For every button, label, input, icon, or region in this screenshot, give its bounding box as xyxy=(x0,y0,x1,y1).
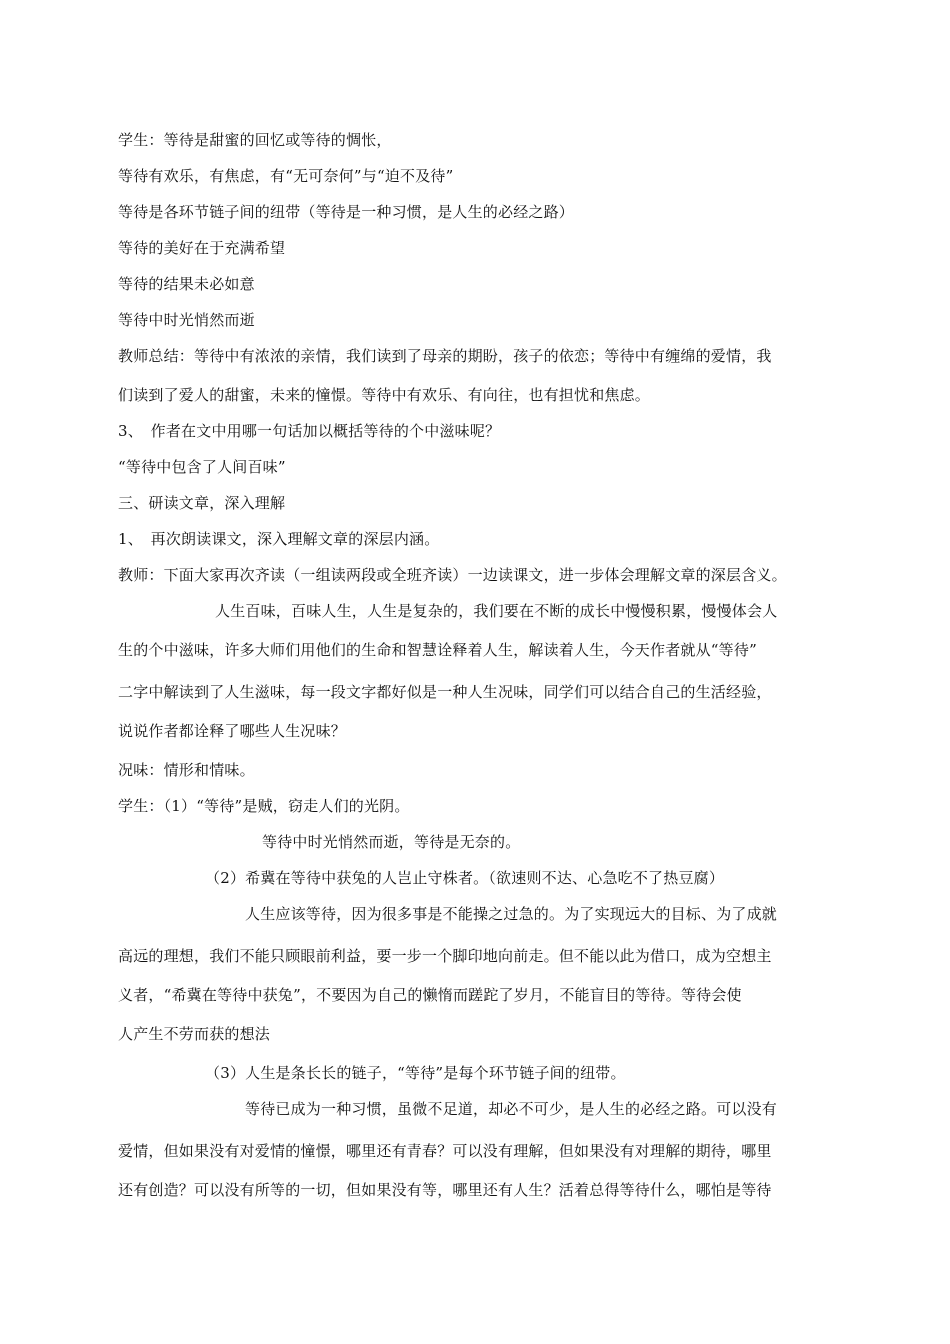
list-item: （3）人生是条长长的链子，“等待”是每个环节链子间的纽带。 xyxy=(205,1064,626,1082)
paragraph-line: 教师总结：等待中有浓浓的亲情，我们读到了母亲的期盼，孩子的依恋；等待中有缠绵的爱情，我 xyxy=(118,347,772,365)
list-item: （2）希冀在等待中获兔的人岂止守株者。（欲速则不达、心急吃不了热豆腐） xyxy=(205,869,725,887)
paragraph-line: 人产生不劳而获的想法 xyxy=(118,1025,271,1043)
paragraph-line: 等待有欢乐，有焦虑，有“无可奈何”与“迫不及待” xyxy=(118,167,454,185)
paragraph-line: 等待的结果未必如意 xyxy=(118,275,255,293)
paragraph-line: “等待中包含了人间百味” xyxy=(118,458,286,476)
paragraph-line: 学生：等待是甜蜜的回忆或等待的惆怅， xyxy=(118,131,392,149)
paragraph-line: 等待是各环节链子间的纽带（等待是一种习惯，是人生的必经之路） xyxy=(118,203,575,221)
paragraph-line: 等待已成为一种习惯，虽微不足道，却必不可少，是人生的必经之路。可以没有 xyxy=(245,1100,778,1118)
paragraph-line: 学生：（1）“等待”是贼，窃走人们的光阴。 xyxy=(118,797,410,815)
paragraph-line: 等待中时光悄然而逝，等待是无奈的。 xyxy=(262,833,521,851)
paragraph-line: 人生百味，百味人生，人生是复杂的，我们要在不断的成长中慢慢积累，慢慢体会人 xyxy=(215,602,778,620)
paragraph-line: 人生应该等待，因为很多事是不能操之过急的。为了实现远大的目标、为了成就 xyxy=(245,905,778,923)
list-item: 3、 作者在文中用哪一句话加以概括等待的个中滋味呢？ xyxy=(118,422,501,440)
paragraph-line: 等待中时光悄然而逝 xyxy=(118,311,255,329)
section-heading: 三、研读文章，深入理解 xyxy=(118,494,286,512)
list-item: 1、 再次朗读课文，深入理解文章的深层内涵。 xyxy=(118,530,440,548)
paragraph-line: 况味：情形和情味。 xyxy=(118,761,255,779)
paragraph-line: 还有创造？可以没有所等的一切，但如果没有等，哪里还有人生？活着总得等待什么，哪怕是等待 xyxy=(118,1181,772,1199)
paragraph-line: 们读到了爱人的甜蜜，未来的憧憬。等待中有欢乐、有向往，也有担忧和焦虑。 xyxy=(118,386,651,404)
paragraph-line: 二字中解读到了人生滋味，每一段文字都好似是一种人生况味，同学们可以结合自己的生活经验， xyxy=(118,683,772,701)
paragraph-line: 生的个中滋味，许多大师们用他们的生命和智慧诠释着人生，解读着人生，今天作者就从“等待” xyxy=(118,641,757,659)
paragraph-line: 义者，“希冀在等待中获兔”，不要因为自己的懒惰而蹉跎了岁月，不能盲目的等待。等待会使 xyxy=(118,986,742,1004)
paragraph-line: 等待的美好在于充满希望 xyxy=(118,239,286,257)
paragraph-line: 教师：下面大家再次齐读（一组读两段或全班齐读）一边读课文，进一步体会理解文章的深层含义。 xyxy=(118,566,787,584)
paragraph-line: 高远的理想，我们不能只顾眼前利益，要一步一个脚印地向前走。但不能以此为借口，成为空想主 xyxy=(118,947,772,965)
paragraph-line: 说说作者都诠释了哪些人生况味？ xyxy=(118,722,347,740)
paragraph-line: 爱情，但如果没有对爱情的憧憬，哪里还有青春？可以没有理解，但如果没有对理解的期待，哪里 xyxy=(118,1142,772,1160)
